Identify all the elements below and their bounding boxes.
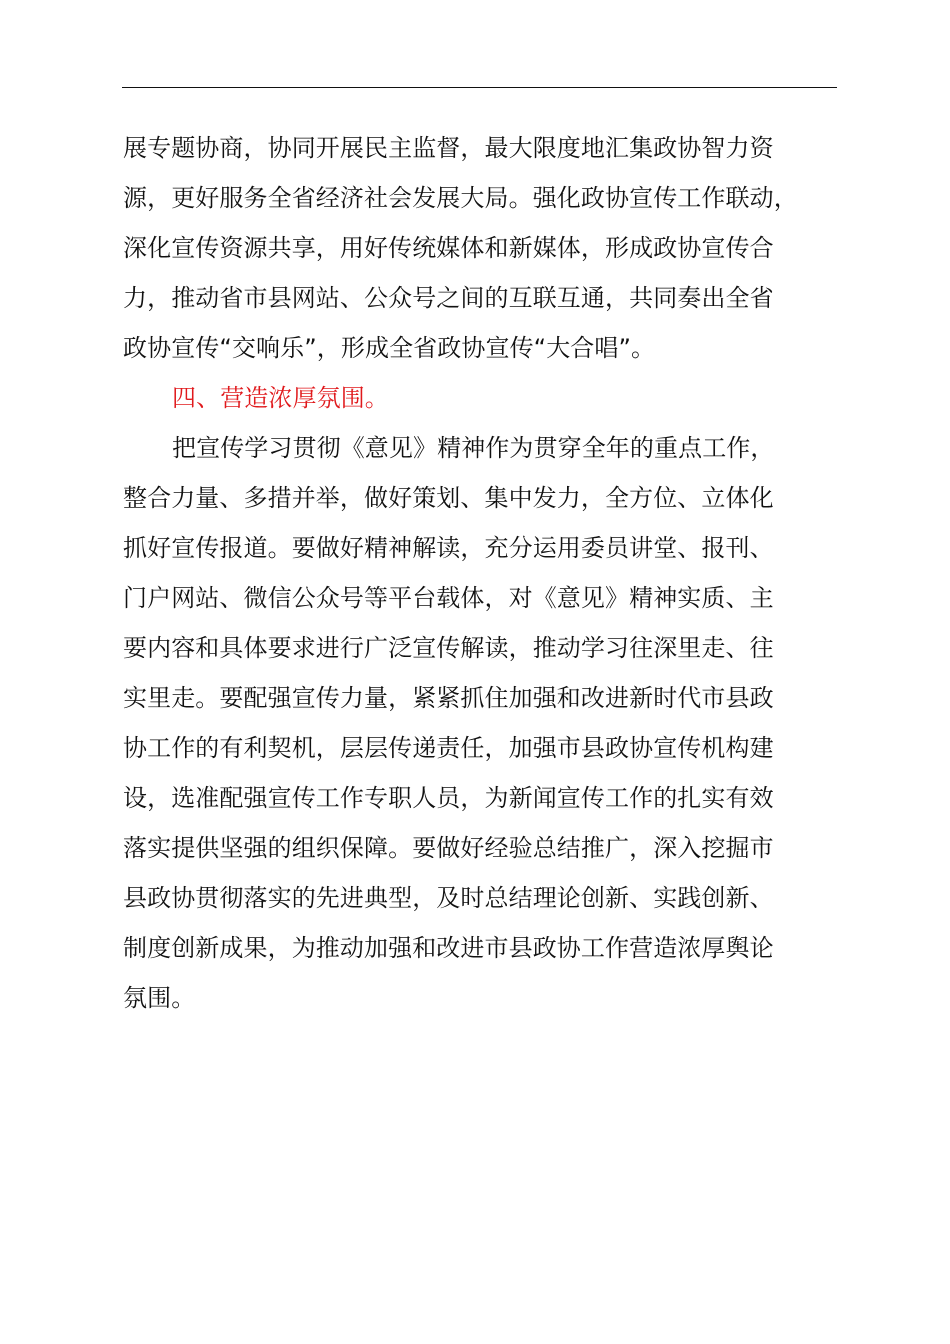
text-line: 制度创新成果，为推动加强和改进市县政协工作营造浓厚舆论 (123, 934, 774, 962)
paragraph-continued (123, 123, 838, 373)
text-line: 整合力量、多措并举，做好策划、集中发力，全方位、立体化 (123, 484, 774, 512)
text-line: 抓好宣传报道。要做好精神解读，充分运用委员讲堂、报刊、 (123, 534, 774, 562)
section-heading: 四、营造浓厚氛围。 (172, 384, 389, 412)
text-line: 设，选准配强宣传工作专职人员，为新闻宣传工作的扎实有效 (123, 784, 774, 812)
text-line: 源，更好服务全省经济社会发展大局。强化政协宣传工作联动， (123, 184, 798, 212)
text-line: 氛围。 (123, 984, 196, 1012)
text-line: 门户网站、微信公众号等平台载体，对《意见》精神实质、主 (123, 584, 774, 612)
text-line: 协工作的有利契机，层层传递责任，加强市县政协宣传机构建 (123, 734, 774, 762)
text-line: 深化宣传资源共享，用好传统媒体和新媒体，形成政协宣传合 (123, 234, 774, 262)
document-body (123, 123, 838, 1023)
header-rule (122, 87, 837, 88)
text-line: 力，推动省市县网站、公众号之间的互联互通，共同奏出全省 (123, 284, 774, 312)
text-line: 实里走。要配强宣传力量，紧紧抓住加强和改进新时代市县政 (123, 684, 774, 712)
paragraph-main (123, 423, 838, 1023)
text-line: 展专题协商，协同开展民主监督，最大限度地汇集政协智力资 (123, 134, 774, 162)
text-line: 县政协贯彻落实的先进典型，及时总结理论创新、实践创新、 (123, 884, 774, 912)
text-line: 把宣传学习贯彻《意见》精神作为贯穿全年的重点工作， (172, 434, 775, 462)
text-line: 政协宣传“交响乐”，形成全省政协宣传“大合唱”。 (123, 334, 656, 362)
text-line: 要内容和具体要求进行广泛宣传解读，推动学习往深里走、往 (123, 634, 774, 662)
text-line: 落实提供坚强的组织保障。要做好经验总结推广，深入挖掘市 (123, 834, 774, 862)
